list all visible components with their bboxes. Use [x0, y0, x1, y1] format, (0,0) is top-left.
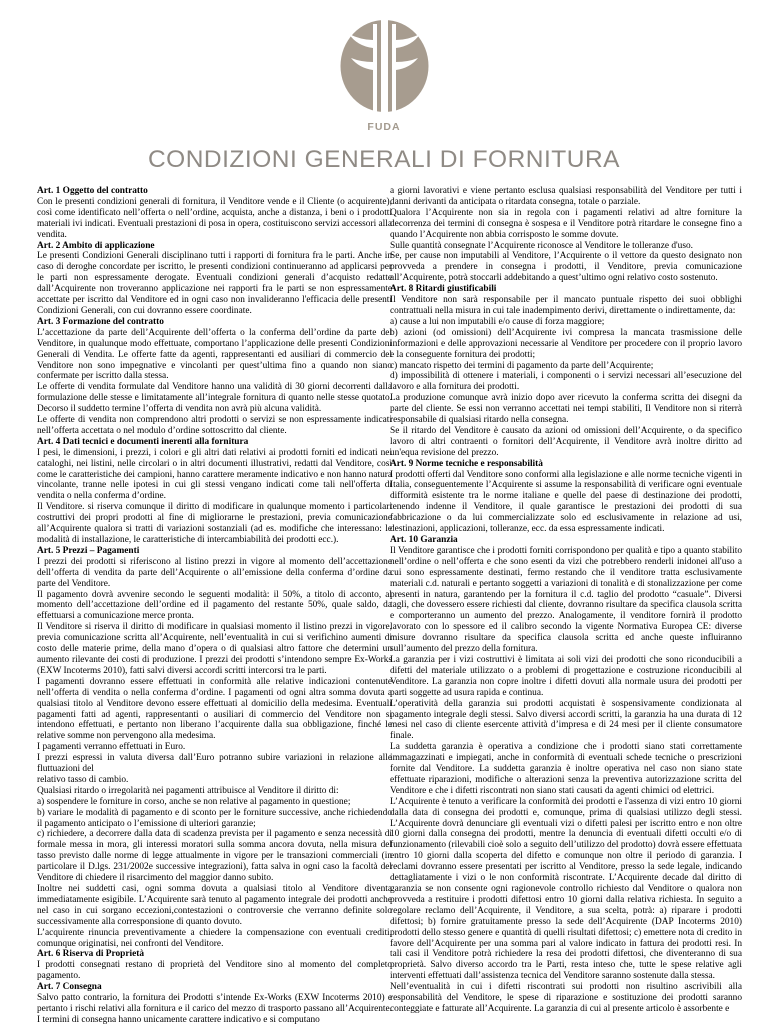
paragraph: c) mancato rispetto dei termini di pagamento da parte dell’Acquirente; [390, 360, 654, 371]
paragraph: La garanzia per i vizi costruttivi è limitata ai soli vizi dei prodotti che sono riconducibili a difetti del materiale utilizzato o a problemi di progettazione e costruzione riconducibili al Venditore. La garanzia non copre inoltre i difetti dovuti alla normale usura dei prodotti per parti soggette ad usura rapida e continua. [390, 654, 742, 698]
section-heading: Art. 7 Consegna [37, 982, 102, 993]
paragraph: I prezzi espressi in valuta diversa dall’Euro potranno subire variazioni in relazione alle fluttuazioni del [37, 753, 392, 775]
paragraph: I prodotti offerti dal Venditore sono conformi alla legislazione e alle norme tecniche vigenti in Italia, conseguentemente l’Acquirente si assume la responsabilità di verificare ogni eventuale difformità esistente tra le norme italiane e quelle del paese di destinazione dei prodotti, tenendo indenne il Venditore, il quale garantisce le prestazioni dei prodotti di sua fabbricazione o da lui commercializzate solo ed esclusivamente in relazione ad usi, destinazioni, applicazioni, tolleranze, ecc. da essa espressamente indicati. [390, 469, 743, 535]
paragraph: b) azioni (od omissioni) dell’Acquirente ivi compresa la mancata trasmissione delle informazioni e delle approvazioni necessarie al Venditore per procedere con il proprio lavoro e la conseguente fornitura dei prodotti; [390, 327, 742, 360]
paragraph: Con le presenti condizioni generali di fornitura, il Venditore vende e il Cliente (o acquirente), così come identificato nell’offerta o nell’ordine, acquista, anche a distanza, i beni o i prodotti materiali ivi indicati. Eventuali prestazioni di posa in opera, costituiscono servizi accessori alla vendita. [37, 196, 392, 240]
paragraph: I prezzi dei prodotti si riferiscono al listino prezzi in vigore al momento dell’accettazione dell’offerta di vendita da parte dell’Acquirente o all’emissione della conferma d’ordine da parte del Venditore. [37, 556, 392, 589]
fuda-logo [337, 18, 432, 136]
paragraph: Le offerte di vendita non comprendono altri prodotti o servizi se non espressamente indicati nell’offerta accettata o nel modulo d’ordine sottoscritto dal cliente. [37, 415, 392, 436]
paragraph: Il Venditore non sarà responsabile per il mancato puntuale rispetto dei suoi obblighi contrattuali nella misura in cui tale inadempimento derivi, direttamente o indirettamente, da: [390, 295, 742, 316]
logo-mark-icon [337, 18, 432, 136]
paragraph: I pesi, le dimensioni, i prezzi, i colori e gli altri dati relativi ai prodotti forniti ed indicati nei cataloghi, nei listini, nelle circolari o in altri documenti illustrativi, redatti dal Venditore, così come le caratteristiche dei campioni, hanno carattere meramente indicativo e non hanno natura vincolante, tranne nelle ipotesi in cui gli stessi vengano indicati come tali nell'offerta di vendita o nella conferma d’ordine. [37, 447, 392, 502]
paragraph: L’acquirente rinuncia preventivamente a chiedere la compensazione con eventuali crediti, comunque originatisi, nei confronti del Venditore. [37, 927, 392, 949]
paragraph: I pagamenti dovranno essere effettuati in conformità alle relative indicazioni contenute nell’offerta di vendita o nella conferma d’ordine. I pagamenti od ogni altra somma dovuta a qualsiasi titolo al Venditore devono essere effettuati al domicilio della medesima. Eventuali pagamenti fatti ad agenti, rappresentanti o ausiliari di commercio del Venditore non si intendono effettuati, e pertanto non liberano l’acquirente dalla sua obbligazione, finché le relative somme non pervengono alla medesima. [37, 676, 392, 742]
paragraph: Se, per cause non imputabili al Venditore, l’Acquirente o il vettore da questo designato non provveda a prendere in consegna i prodotti, il Venditore, previa comunicazione all’Acquirente, potrà stoccarli addebitando a quest’ultimo ogni relativo costo sostenuto. [390, 251, 742, 284]
paragraph: Il pagamento dovrà avvenire secondo le seguenti modalità: il 50%, a titolo di acconto, al momento dell’accettazione dell’ordine ed il pagamento del restante 50%, quale saldo, da effettuarsi a comunicazione merce pronta. [37, 589, 392, 622]
section-heading: Art. 8 Ritardi giustificabili [390, 284, 497, 295]
paragraph: L’accettazione da parte dell’Acquirente dell’offerta o la conferma dell’ordine da parte del Venditore, in qualunque modo effettuate, comportano l’applicazione delle presenti Condizioni Generali di Vendita. Le offerte fatte da agenti, rappresentanti ed ausiliari di commercio del Venditore non sono impegnative e vincolanti per quest’ultima fino a quando non siano confermate per iscritto dalla stessa. [37, 327, 392, 382]
left-column [37, 186, 392, 1026]
paragraph: La produzione comunque avrà inizio dopo aver ricevuto la conferma scritta dei disegni da parte del cliente. Se essi non verranno accettati nei tempi stabiliti, Il Venditore non si riterrà responsabile di qualsiasi ritardo nella consegna. [390, 393, 742, 426]
paragraph: a) sospendere le forniture in corso, anche se non relative al pagamento in questione; [37, 796, 351, 807]
section-heading: Art. 10 Garanzia [390, 535, 458, 545]
paragraph: c) richiedere, a decorrere dalla data di scadenza prevista per il pagamento e senza necessità di formale messa in mora, gli interessi moratori sulla somma ancora dovuta, nella misura del tasso previsto dalle norme di legge attualmente in vigore per le transazioni commerciali (in particolare il D.lgs. 231/2002e successive integrazioni), fatta salva in ogni caso la facoltà del Venditore di chiedere il risarcimento del maggior danno subito. [37, 829, 392, 884]
paragraph: b) variare le modalità di pagamento e di sconto per le forniture successive, anche richiedendo il pagamento anticipato o l’emissione di ulteriori garanzie; [37, 807, 392, 829]
paragraph: Sulle quantità consegnate l’Acquirente riconosce al Venditore le tolleranze d'uso. [390, 240, 694, 251]
paragraph: Qualsiasi ritardo o irregolarità nei pagamenti attribuisce al Venditore il diritto di: [37, 785, 339, 796]
paragraph: L’Acquirente è tenuto a verificare la conformità dei prodotti e l'assenza di vizi entro 10 giorni dalla data di consegna dei prodotti e, comunque, prima di qualsiasi utilizzo degli stessi. L’Acquirente dovrà denunciare gli eventuali vizi o difetti palesi per iscritto entro e non oltre 10 giorni dalla consegna dei prodotti, mentre la denuncia di eventuali difetti occulti e/o di funzionamento (rilevabili cioè solo a seguito dell’utilizzo del prodotto) dovrà essere effettuata entro 10 giorni dalla scoperta del difetto e comunque non oltre il periodo di garanzia. I reclami dovranno essere presentati per iscritto al Venditore, presso la sede legale, indicando dettagliatamente i vizi o le non conformità riscontrate. L’Acquirente decade dal diritto di garanzia se non consente ogni ragionevole controllo richiesto dal Venditore o qualora non provveda a restituire i prodotti difettosi entro 10 giorni dalla relativa richiesta. In seguito a regolare reclamo dell’Acquirente, il Venditore, a sua scelta, potrà: a) riparare i prodotti difettosi; b) fornire gratuitamente presso la sede dell’Acquirente (DAP Incoterms 2010) prodotti dello stesso genere e quantità di quelli risultati difettosi; c) emettere nota di credito in favore dell’Acquirente per una somma pari al valore indicato in fattura dei prodotti resi. In tali casi il Venditore potrà richiedere la resa dei prodotti difettosi, che diventeranno di sua proprietà. Salvo diverso accordo tra le Parti, resta inteso che, tutte le spese relative agli interventi effettuati dall’assistenza tecnica del Venditore saranno sostenute dalla stessa. [390, 796, 742, 982]
section-heading: Art. 1 Oggetto del contratto [37, 186, 148, 196]
paragraph: Le offerte di vendita formulate dal Venditore hanno una validità di 30 giorni decorrenti dalla formulazione delle stesse e limitatamente all’integrale fornitura di quanto nelle stesse quotato. Decorso il suddetto termine l’offerta di vendita non avrà più alcuna validità. [37, 382, 392, 415]
paragraph: Se il ritardo del Venditore è causato da azioni od omissioni dell’Acquirente, o da specifico lavoro di altri contraenti o fornitori dell’Acquirente, il Venditore avrà inoltre diritto ad un'equa revisione del prezzo. [390, 425, 742, 458]
paragraph: Il Venditore. si riserva comunque il diritto di modificare in qualunque momento i particolari costruttivi dei propri prodotti al fine di migliorarne le prestazioni, previa comunicazione all’Acquirente qualora si tratti di variazioni sostanziali (ad es. modifiche che interessano: le modalità di installazione, le caratteristiche di intercambiabilità dei prodotti ecc.). [37, 502, 392, 545]
paragraph: La suddetta garanzia è operativa a condizione che i prodotti siano stati correttamente immagazzinati e impiegati, anche in conformità di eventuali schede tecniche o prescrizioni fornite dal Venditore. La suddetta garanzia è inoltre operativa nel caso non siano state effettuate riparazioni, modifiche o alterazioni senza la preventiva autorizzazione scritta del Venditore e che i difetti riscontrati non siano stati causati da agenti chimici od elettrici. [390, 742, 742, 796]
paragraph: a giorni lavorativi e viene pertanto esclusa qualsiasi responsabilità del Venditore per tutti i danni derivanti da anticipata o ritardata consegna, totale o parziale. [390, 186, 742, 207]
brand-name: FUDA [367, 121, 401, 133]
paragraph: relativo tasso di cambio. [37, 774, 129, 785]
section-heading: Art. 4 Dati tecnici e documenti inerenti alla fornitura [37, 436, 249, 447]
page-title: CONDIZIONI GENERALI DI FORNITURA [147, 146, 620, 173]
section-heading: Art. 2 Ambito di applicazione [37, 240, 155, 251]
section-heading: Art. 5 Prezzi – Pagamenti [37, 545, 140, 556]
paragraph: Le presenti Condizioni Generali disciplinano tutti i rapporti di fornitura fra le parti. Anche in caso di deroghe concordate per iscritto, le presenti condizioni continueranno ad applicarsi per le parti non espressamente derogate. Eventuali condizioni generali d’acquisto redatte dall’Acquirente non troveranno applicazione nei rapporti fra le parti se non espressamente accettate per iscritto dal Venditore ed in ogni caso non invalideranno l'efficacia delle presenti Condizioni Generali, con cui dovranno essere coordinate. [37, 251, 392, 316]
paragraph: a) cause a lui non imputabili e/o cause di forza maggiore; [390, 316, 605, 327]
section-heading: Art. 3 Formazione del contratto [37, 316, 164, 327]
section-heading: Art. 6 Riserva di Proprietà [37, 949, 144, 960]
paragraph: Nell’eventualità in cui i difetti riscontrati sui prodotti non risultino ascrivibili alla responsabilità del Venditore, le spese di riparazione e sostituzione dei prodotti saranno conteggiate e fatturate all’Acquirente. La garanzia di cui al presente articolo è assorbente e [390, 982, 742, 1014]
paragraph: Il Venditore garantisce che i prodotti forniti corrispondono per qualità e tipo a quanto stabilito nell’ordine o nell’offerta e che sono esenti da vizi che potrebbero renderli inidonei all'uso a cui sono espressamente destinati, fermo restando che il venditore tratta esclusivamente materiali c.d. naturali e pertanto soggetti a variazioni di tonalità e di stonalizzazione per come presenti in natura, garantendo per la fornitura il c.d. taglio del prodotto “casuale”. Diversi tagli, che dovessero essere richiesti dal cliente, dovranno risultare da specifica clausola scritta e comporteranno un aumento del prezzo. Analogamente, il venditore fornirà il prodotto lavorato con lo spessore ed il calibro secondo la vigente Normativa Europea CE: diverse misure dovranno risultare da specifica clausola scritta ed anche queste influiranno sull’aumento del prezzo della fornitura. [390, 545, 742, 655]
paragraph: I prodotti consegnati restano di proprietà del Venditore sino al momento del completo pagamento. [37, 960, 392, 982]
paragraph: Salvo patto contrario, la fornitura dei Prodotti s’intende Ex-Works (EXW Incoterms 2010) e pertanto i rischi relativi alla fornitura e il carico del mezzo di trasporto passano all’Acquirente. I termini di consegna hanno unicamente carattere indicativo e si computano [37, 993, 392, 1025]
paragraph: Il Venditore si riserva il diritto di modificare in qualsiasi momento il listino prezzi in vigore, previa comunicazione scritta all’Acquirente, nell’eventualità in cui si verifichino aumenti di costo delle materie prime, della mano d’opera o di qualsiasi altro fattore che determini un aumento rilevante dei costi di produzione. I prezzi dei prodotti s’intendono sempre Ex-Works (EXW Incoterms 2010), fatti salvi diversi accordi scritti intercorsi tra le parti. [37, 622, 392, 676]
paragraph: L’operatività della garanzia sui prodotti acquistati è sospensivamente condizionata al pagamento integrale degli stessi. Salvo diversi accordi scritti, la garanzia ha una durata di 12 mesi nel caso di cliente esercente attività d’impresa e di 24 mesi per il cliente consumatore finale. [390, 698, 742, 742]
paragraph: d) impossibilità di ottenere i materiali, i componenti o i servizi necessari all’esecuzione del lavoro e alla fornitura dei prodotti. [390, 371, 742, 393]
paragraph: Qualora l’Acquirente non sia in regola con i pagamenti relativi ad altre forniture la decorrenza dei termini di consegna è sospesa e il Venditore potrà ritardare le consegne fino a quando l’Acquirente non abbia corrisposto le somme dovute. [390, 207, 742, 240]
paragraph: I pagamenti verranno effettuati in Euro. [37, 742, 186, 753]
paragraph: Inoltre nei suddetti casi, ogni somma dovuta a qualsiasi titolo al Venditore diventa immediatamente esigibile. L’Acquirente sarà tenuto al pagamento integrale dei prodotti anche nel caso in cui sorgano eccezioni,contestazioni o controversie che verranno definite solo successivamente alla corresponsione di quanto dovuto. [37, 884, 392, 927]
right-column [390, 186, 742, 1015]
section-heading: Art. 9 Norme tecniche e responsabilità [390, 458, 543, 469]
